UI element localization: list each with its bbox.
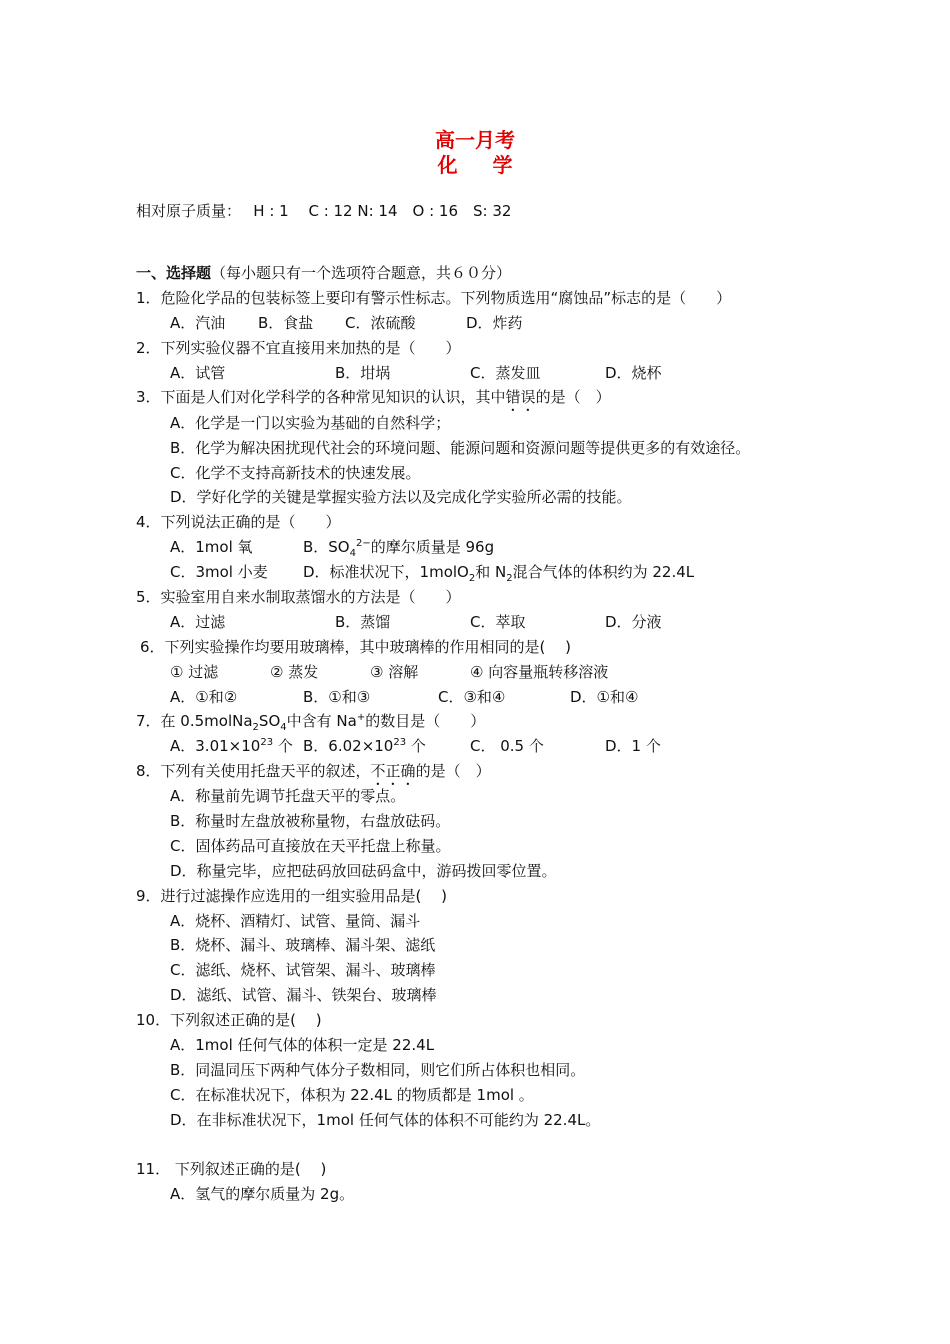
item-1: ① 过滤: [170, 663, 219, 681]
question-3-option-c: C．化学不支持高新技术的快速发展。: [170, 464, 421, 482]
question-2-stem: 2．下列实验仪器不宜直接用来加热的是（ ）: [136, 339, 461, 357]
question-3-option-d: D．学好化学的关键是掌握实验方法以及完成化学实验所必需的技能。: [170, 488, 632, 506]
question-10-option-c: C．在标准状况下，体积为 22.4L 的物质都是 1mol 。: [170, 1086, 534, 1104]
question-11-stem: 11． 下列叙述正确的是( ): [136, 1160, 327, 1178]
option-a: A．1mol 氧: [170, 538, 253, 556]
subject-title: 化 学: [437, 153, 527, 177]
option-c: C．浓硫酸: [345, 314, 416, 332]
option-d: D．烧杯: [605, 364, 662, 382]
section-note: （每小题只有一个选项符合题意，共６０分）: [211, 264, 512, 282]
option-b: B．坩埚: [335, 364, 391, 382]
emphasis-text: 错误: [505, 388, 536, 406]
question-10-option-d: D．在非标准状况下，1mol 任何气体的体积不可能约为 22.4L。: [170, 1111, 601, 1129]
option-d: D．分液: [605, 613, 662, 631]
option-a: A．①和②: [170, 688, 238, 706]
question-3-stem: [136, 387, 611, 415]
question-10-option-b: B．同温同压下两种气体分子数相同，则它们所占体积也相同。: [170, 1061, 586, 1079]
option-c: C．③和④: [438, 688, 506, 706]
option-d: D．①和④: [570, 688, 639, 706]
question-8-option-d: D．称量完毕，应把砝码放回砝码盒中，游码拨回零位置。: [170, 862, 557, 880]
section-heading: [136, 263, 511, 283]
stem-text: 3．下面是人们对化学科学的各种常见知识的认识，其中: [136, 388, 506, 406]
question-8-stem: 8．下列有关使用托盘天平的叙述，不正确的是（ ）: [136, 762, 491, 780]
question-4-stem: 4．下列说法正确的是（ ）: [136, 513, 341, 531]
option-b: B．$6.02\times 10^{23}$ 个: [303, 737, 426, 755]
question-9-option-a: A．烧杯、酒精灯、试管、量筒、漏斗: [170, 912, 421, 930]
question-3-option-a: A．化学是一门以实验为基础的自然科学；: [170, 414, 451, 432]
option-b: B．蒸馏: [335, 613, 391, 631]
question-5-stem: 5．实验室用自来水制取蒸馏水的方法是（ ）: [136, 588, 461, 606]
item-2: ② 蒸发: [270, 663, 319, 681]
question-9-option-c: C．滤纸、烧杯、试管架、漏斗、玻璃棒: [170, 961, 436, 979]
atomic-mass-line: 相对原子质量： H : 1 C : 12 N: 14 O : 16 S: 32: [136, 202, 512, 220]
question-8-option-a: A．称量前先调节托盘天平的零点。: [170, 787, 406, 805]
question-9-stem: 9．进行过滤操作应选用的一组实验用品是( ): [136, 887, 448, 905]
option-c: C． 0.5 个: [470, 737, 544, 755]
question-7-stem: 7．在 $0.5molNa_2SO_4$中含有 Na+的数目是（ ）: [136, 712, 486, 733]
option-b: B．①和③: [303, 688, 371, 706]
option-c: C．3mol 小麦: [170, 563, 268, 581]
section-title: 一、选择题: [136, 264, 212, 282]
option-b: B．$SO_4^{2-}$的摩尔质量是 96g: [303, 538, 495, 559]
question-9-option-d: D．滤纸、试管、漏斗、铁架台、玻璃棒: [170, 986, 437, 1004]
option-c: C．蒸发皿: [470, 364, 541, 382]
option-b: B．食盐: [258, 314, 314, 332]
question-10-stem: 10．下列叙述正确的是( ): [136, 1011, 322, 1029]
option-a: A．汽油: [170, 314, 226, 332]
question-9-option-b: B．烧杯、漏斗、玻璃棒、漏斗架、滤纸: [170, 936, 436, 954]
question-8-option-c: C．固体药品可直接放在天平托盘上称量。: [170, 837, 451, 855]
option-a: A．$3.01\times 10^{23}$ 个: [170, 737, 293, 755]
question-8-option-b: B．称量时左盘放被称量物，右盘放砝码。: [170, 812, 451, 830]
exam-title: 高一月考: [435, 128, 515, 152]
item-3: ③ 溶解: [370, 663, 419, 681]
stem-text-end: 的是（ ）: [535, 388, 611, 406]
question-1-stem: 1．危险化学品的包装标签上要印有警示性标志。下列物质选用“腐蚀品”标志的是（ ）: [136, 289, 732, 307]
question-11-option-a: A．氢气的摩尔质量为 2g。: [170, 1185, 355, 1203]
option-d: D．1 个: [605, 737, 661, 755]
emphasis-text: 不正确: [370, 762, 416, 780]
question-10-option-a: A．1mol 任何气体的体积一定是 22.4L: [170, 1036, 435, 1054]
option-d: D．标准状况下，1molO$_2$和 $N_2$混合气体的体积约为 22.4L: [303, 563, 695, 584]
question-6-stem: 6．下列实验操作均要用玻璃棒，其中玻璃棒的作用相同的是( ): [140, 638, 572, 656]
item-4: ④ 向容量瓶转移溶液: [470, 663, 609, 681]
question-3-option-b: B．化学为解决困扰现代社会的环境问题、能源问题和资源问题等提供更多的有效途径。: [170, 439, 751, 457]
option-a: A．试管: [170, 364, 226, 382]
option-c: C．萃取: [470, 613, 526, 631]
option-d: D．炸药: [466, 314, 523, 332]
option-a: A．过滤: [170, 613, 226, 631]
